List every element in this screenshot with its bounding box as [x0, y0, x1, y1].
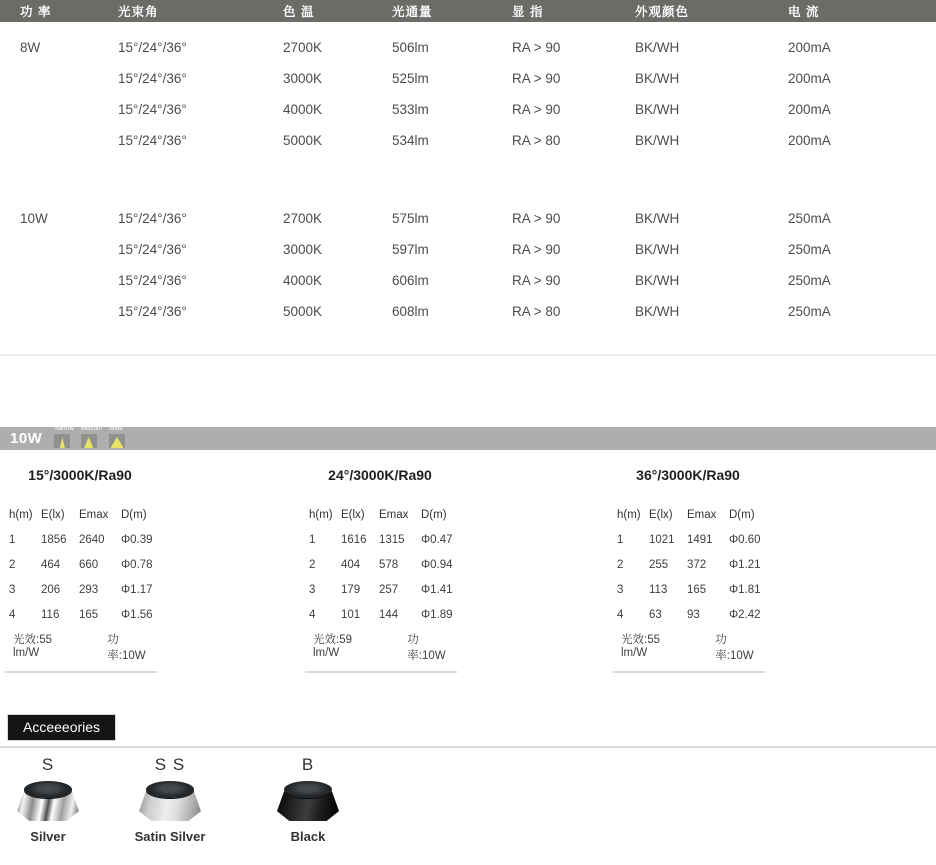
header-cri: 显 指 — [512, 5, 544, 19]
cell: 3 — [9, 583, 16, 596]
flux-cell: 606lm — [392, 273, 429, 288]
cell: 2 — [9, 558, 16, 571]
cell: Φ1.21 — [729, 558, 761, 571]
cell: Φ0.78 — [121, 558, 153, 571]
reflector-ring-image — [17, 781, 79, 821]
cri-cell: RA > 90 — [512, 211, 561, 226]
cell: 1 — [309, 533, 316, 546]
cct-cell: 5000K — [283, 133, 323, 148]
spec-group-10w — [0, 203, 936, 327]
cell: Φ1.81 — [729, 583, 761, 596]
cri-cell: RA > 80 — [512, 304, 561, 319]
table-row — [0, 296, 936, 327]
flux-cell: 597lm — [392, 242, 429, 257]
cri-cell: RA > 90 — [512, 273, 561, 288]
accessory-code: S — [41, 755, 55, 774]
cell: 293 — [79, 583, 99, 596]
color-cell: BK/WH — [635, 71, 680, 86]
beam-cell: 15°/24°/36° — [118, 211, 187, 226]
accessory-name: Satin Silver — [134, 829, 206, 844]
cell: 4 — [9, 608, 16, 621]
beam-cell: 15°/24°/36° — [118, 273, 187, 288]
cell: 101 — [341, 608, 361, 621]
cell: 2 — [617, 558, 624, 571]
cell: 1 — [617, 533, 624, 546]
current-cell: 250mA — [788, 273, 831, 288]
ptable-footer — [5, 629, 157, 673]
beam-medium — [81, 426, 102, 450]
cell: 165 — [79, 608, 99, 621]
ptable-title: 24°/3000K/Ra90 — [328, 467, 432, 483]
photometric-table-15deg — [5, 467, 170, 673]
accessory-satin-silver — [125, 755, 215, 844]
table-row — [0, 203, 936, 234]
current-cell: 250mA — [788, 304, 831, 319]
cell: 1 — [9, 533, 16, 546]
ring-rim — [24, 781, 72, 798]
flux-cell: 506lm — [392, 40, 429, 55]
header-flux: 光通量 — [392, 5, 433, 19]
cell: Φ1.41 — [421, 583, 453, 596]
col-header: Emax — [687, 508, 717, 521]
cell: Φ2.42 — [729, 608, 761, 621]
cell: 4 — [309, 608, 316, 621]
col-header: D(m) — [421, 508, 447, 521]
color-cell: BK/WH — [635, 242, 680, 257]
reflector-ring-image — [277, 781, 339, 821]
cct-cell: 3000K — [283, 242, 323, 257]
cell: 1021 — [649, 533, 675, 546]
accessory-code: B — [301, 755, 315, 774]
ptable-grid — [613, 502, 778, 627]
ptable-grid — [5, 502, 170, 627]
accessory-code: S S — [154, 755, 186, 774]
col-header: D(m) — [121, 508, 147, 521]
photometric-table-24deg — [305, 467, 470, 673]
cell: 3 — [309, 583, 316, 596]
cell: 257 — [379, 583, 399, 596]
ring-rim — [146, 781, 194, 798]
cell: 1491 — [687, 533, 713, 546]
col-header: h(m) — [9, 508, 33, 521]
cell: 660 — [79, 558, 99, 571]
table-row — [0, 265, 936, 296]
cell: 1856 — [41, 533, 67, 546]
current-cell: 250mA — [788, 242, 831, 257]
col-header: h(m) — [309, 508, 333, 521]
power-value: 功率:10W — [107, 634, 146, 662]
beam-cell: 15°/24°/36° — [118, 40, 187, 55]
table-row — [0, 32, 936, 63]
narrow-beam-icon — [54, 434, 70, 448]
spec-group-8w — [0, 32, 936, 156]
cell: Φ0.47 — [421, 533, 453, 546]
beam-icons — [54, 427, 125, 450]
cell: Φ1.89 — [421, 608, 453, 621]
ptable-title: 36°/3000K/Ra90 — [636, 467, 740, 483]
color-cell: BK/WH — [635, 102, 680, 117]
col-header: E(lx) — [341, 508, 365, 521]
cell: 165 — [687, 583, 707, 596]
table-row — [0, 125, 936, 156]
cri-cell: RA > 90 — [512, 71, 561, 86]
cell: 1315 — [379, 533, 405, 546]
wide-beam-icon — [109, 434, 125, 448]
cri-cell: RA > 80 — [512, 133, 561, 148]
ptable-footer — [305, 629, 457, 673]
beam-wide — [109, 426, 125, 450]
cell: 4 — [617, 608, 624, 621]
col-header: D(m) — [729, 508, 755, 521]
beam-cell: 15°/24°/36° — [118, 102, 187, 117]
flux-cell: 533lm — [392, 102, 429, 117]
accessory-silver — [3, 755, 93, 844]
cell: 464 — [41, 558, 61, 571]
photometric-table-36deg — [613, 467, 778, 673]
cell: 372 — [687, 558, 707, 571]
color-cell: BK/WH — [635, 273, 680, 288]
ring-rim — [284, 781, 332, 798]
beam-narrow — [54, 426, 73, 450]
current-cell: 200mA — [788, 102, 831, 117]
banner-power-label: 10W — [10, 430, 43, 447]
power-value: 功率:10W — [407, 634, 446, 662]
color-cell: BK/WH — [635, 211, 680, 226]
header-current: 电 流 — [788, 5, 820, 19]
flux-cell: 525lm — [392, 71, 429, 86]
power-value: 功率:10W — [715, 634, 754, 662]
beam-cell: 15°/24°/36° — [118, 304, 187, 319]
beam-label: Narrow — [54, 426, 74, 432]
power-cell: 8W — [20, 40, 41, 55]
header-housing-color: 外观颜色 — [635, 5, 690, 19]
current-cell: 200mA — [788, 71, 831, 86]
cell: 113 — [649, 583, 668, 596]
ptable-title: 15°/3000K/Ra90 — [28, 467, 132, 483]
color-cell: BK/WH — [635, 40, 680, 55]
efficacy-value: 光效:59 lm/W — [313, 634, 352, 659]
spec-table-header — [0, 0, 936, 22]
cct-cell: 2700K — [283, 211, 323, 226]
ptable-footer — [613, 629, 765, 673]
current-cell: 200mA — [788, 40, 831, 55]
accessories-title — [8, 715, 115, 740]
col-header: E(lx) — [649, 508, 673, 521]
beam-label: Wide — [109, 426, 123, 432]
flux-cell: 608lm — [392, 304, 429, 319]
cell: 63 — [649, 608, 662, 621]
cell: Φ0.39 — [121, 533, 153, 546]
color-cell: BK/WH — [635, 304, 680, 319]
power-banner — [0, 427, 936, 450]
cct-cell: 4000K — [283, 102, 323, 117]
medium-beam-icon — [81, 434, 97, 448]
cell: Φ1.56 — [121, 608, 153, 621]
efficacy-value: 光效:55 lm/W — [621, 634, 660, 659]
cri-cell: RA > 90 — [512, 40, 561, 55]
section-divider — [0, 354, 936, 356]
cct-cell: 2700K — [283, 40, 323, 55]
col-header: Emax — [79, 508, 109, 521]
cell: Φ0.94 — [421, 558, 453, 571]
cri-cell: RA > 90 — [512, 242, 561, 257]
table-row — [0, 63, 936, 94]
cell: 3 — [617, 583, 624, 596]
efficacy-value: 光效:55 lm/W — [13, 634, 52, 659]
col-header: h(m) — [617, 508, 641, 521]
table-row — [0, 234, 936, 265]
accessories-divider — [0, 746, 936, 748]
cell: 404 — [341, 558, 361, 571]
cell: 179 — [341, 583, 361, 596]
cell: 116 — [41, 608, 60, 621]
flux-cell: 575lm — [392, 211, 429, 226]
cell: 2640 — [79, 533, 105, 546]
cct-cell: 4000K — [283, 273, 323, 288]
current-cell: 200mA — [788, 133, 831, 148]
cct-cell: 5000K — [283, 304, 323, 319]
beam-cell: 15°/24°/36° — [118, 71, 187, 86]
reflector-ring-image — [139, 781, 201, 821]
cell: 2 — [309, 558, 316, 571]
accessory-name: Silver — [30, 829, 66, 844]
cell: 206 — [41, 583, 61, 596]
cell: 93 — [687, 608, 700, 621]
cell: Φ0.60 — [729, 533, 761, 546]
beam-cell: 15°/24°/36° — [118, 133, 187, 148]
current-cell: 250mA — [788, 211, 831, 226]
accessory-black — [263, 755, 353, 844]
accessories-title-label: Acceeeories — [23, 719, 101, 735]
header-cct: 色 温 — [283, 5, 315, 19]
header-power: 功 率 — [20, 5, 52, 19]
cell: 255 — [649, 558, 669, 571]
power-cell: 10W — [20, 211, 48, 226]
cell: 1616 — [341, 533, 367, 546]
table-row — [0, 94, 936, 125]
beam-label: Medium — [80, 426, 103, 432]
col-header: E(lx) — [41, 508, 65, 521]
header-beam-angle: 光束角 — [118, 5, 159, 19]
cri-cell: RA > 90 — [512, 102, 561, 117]
accessory-name: Black — [290, 829, 326, 844]
ptable-grid — [305, 502, 470, 627]
cell: Φ1.17 — [121, 583, 153, 596]
col-header: Emax — [379, 508, 409, 521]
cell: 144 — [379, 608, 399, 621]
flux-cell: 534lm — [392, 133, 429, 148]
cell: 578 — [379, 558, 399, 571]
color-cell: BK/WH — [635, 133, 680, 148]
beam-cell: 15°/24°/36° — [118, 242, 187, 257]
cct-cell: 3000K — [283, 71, 323, 86]
